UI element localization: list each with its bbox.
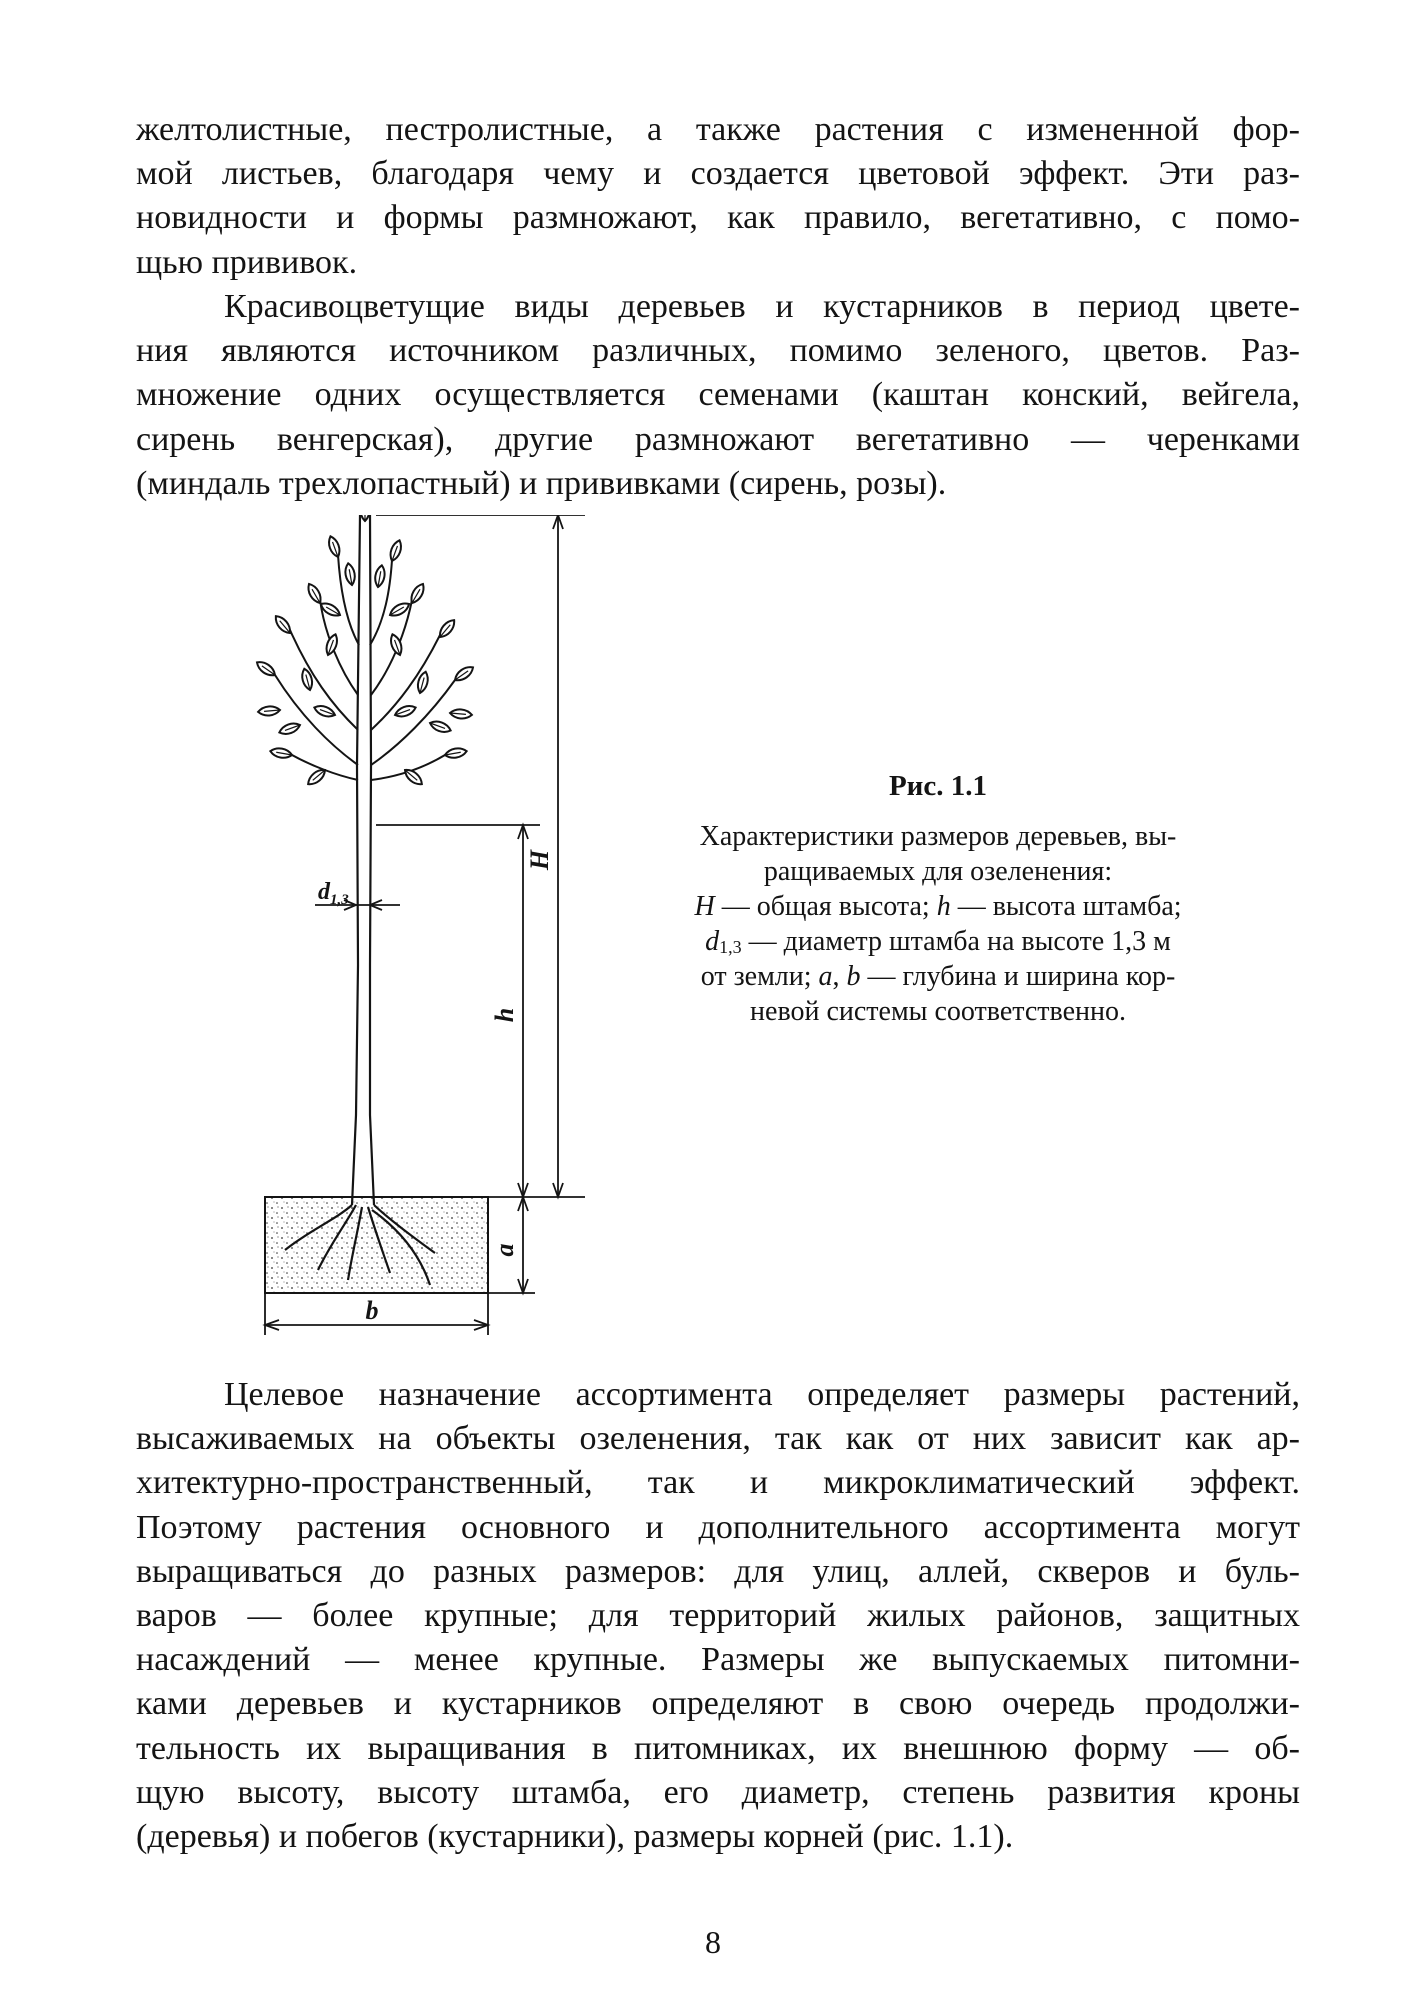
text-line: ния являются источником различных, помимо зеленого, цветов. Раз- <box>136 332 1300 370</box>
tree-crown <box>275 555 455 780</box>
caption-text: от земли; <box>700 961 819 992</box>
caption-text: — диаметр штамба на высоте 1,3 м <box>741 926 1171 957</box>
text-line: тельность их выращивания в питомниках, их внешнюю форму — об- <box>136 1729 1300 1767</box>
text-line: Поэтому растения основного и дополнительного ассортимента могут <box>136 1508 1300 1546</box>
text-line: множение одних осуществляется семенами (каштан конский, вейгела, <box>136 376 1300 414</box>
label-d13 <box>318 879 349 908</box>
caption-var-H: H <box>694 891 715 922</box>
paragraph-1 <box>136 108 1300 285</box>
caption-text: — глубина и ширина кор- <box>860 961 1176 992</box>
text-line: мой листьев, благодаря чему и создается цветовой эффект. Эти раз- <box>136 155 1300 193</box>
text-line: выращиваться до разных размеров: для улиц, аллей, скверов и буль- <box>136 1552 1300 1590</box>
text-line: ками деревьев и кустарников определяют в свою очередь продолжи- <box>136 1685 1300 1723</box>
text-line: новидности и формы размножают, как правило, вегетативно, с помо- <box>136 199 1300 237</box>
text-line: сирень венгерская), другие размножают вегетативно — черенками <box>136 420 1300 458</box>
label-d13-main: d <box>318 879 330 905</box>
page-number: 8 <box>705 1924 721 1960</box>
text-line: хитектурно-пространственный, так и микроклиматический эффект. <box>136 1464 1300 1502</box>
caption-line: Характеристики размеров деревьев, вы- <box>699 821 1177 852</box>
caption-text: , <box>832 961 847 992</box>
label-h: h <box>490 1007 519 1023</box>
text-line: (деревья) и побегов (кустарники), размеры корней (рис. 1.1). <box>136 1818 1014 1856</box>
caption-text: — высота штамба; <box>950 891 1182 922</box>
paragraph-2 <box>136 285 1300 506</box>
text-line: желтолистные, пестролистные, а также растения с измененной фор- <box>136 111 1300 148</box>
caption-line <box>628 889 1248 924</box>
tree-trunk <box>352 515 374 1205</box>
text-line: щую высоту, высоту штамба, его диаметр, степень развития кроны <box>136 1773 1300 1811</box>
caption-var-a: a <box>818 961 833 992</box>
caption-var-d: d <box>705 926 720 957</box>
caption-line <box>628 959 1248 994</box>
label-d13-sub: 1,3 <box>330 892 349 908</box>
caption-line <box>628 924 1248 959</box>
text-line: варов — более крупные; для территорий жилых районов, защитных <box>136 1597 1300 1635</box>
label-b: b <box>365 1296 379 1325</box>
caption-title: Рис. 1.1 <box>888 770 988 802</box>
label-H: H <box>525 849 554 871</box>
text-line: высаживаемых на объекты озеленения, так как от них зависит как ар- <box>136 1420 1300 1458</box>
paragraph-3 <box>136 1373 1300 1859</box>
label-a: a <box>490 1243 519 1257</box>
caption-var-d-sub: 1,3 <box>719 937 742 957</box>
text-line: щью прививок. <box>136 243 358 281</box>
soil-block <box>265 1197 488 1293</box>
caption-line: ращиваемых для озеленения: <box>763 856 1113 887</box>
tree-dimensions-figure <box>240 515 600 1335</box>
caption-text: — общая высота; <box>714 891 937 922</box>
caption-var-b: b <box>846 961 861 992</box>
caption-var-h: h <box>936 891 951 922</box>
text-line: Целевое назначение ассортимента определяет размеры растений, <box>224 1376 1300 1413</box>
text-line: насаждений — менее крупные. Размеры же выпускаемых питомни- <box>136 1641 1300 1679</box>
tree-leaves <box>254 515 475 788</box>
figure-caption <box>628 769 1248 1029</box>
text-line: (миндаль трехлопастный) и прививками (сирень, розы). <box>136 464 947 502</box>
text-line: Красивоцветущие виды деревьев и кустарников в период цвете- <box>224 288 1300 325</box>
caption-line: невой системы соответственно. <box>750 996 1126 1027</box>
